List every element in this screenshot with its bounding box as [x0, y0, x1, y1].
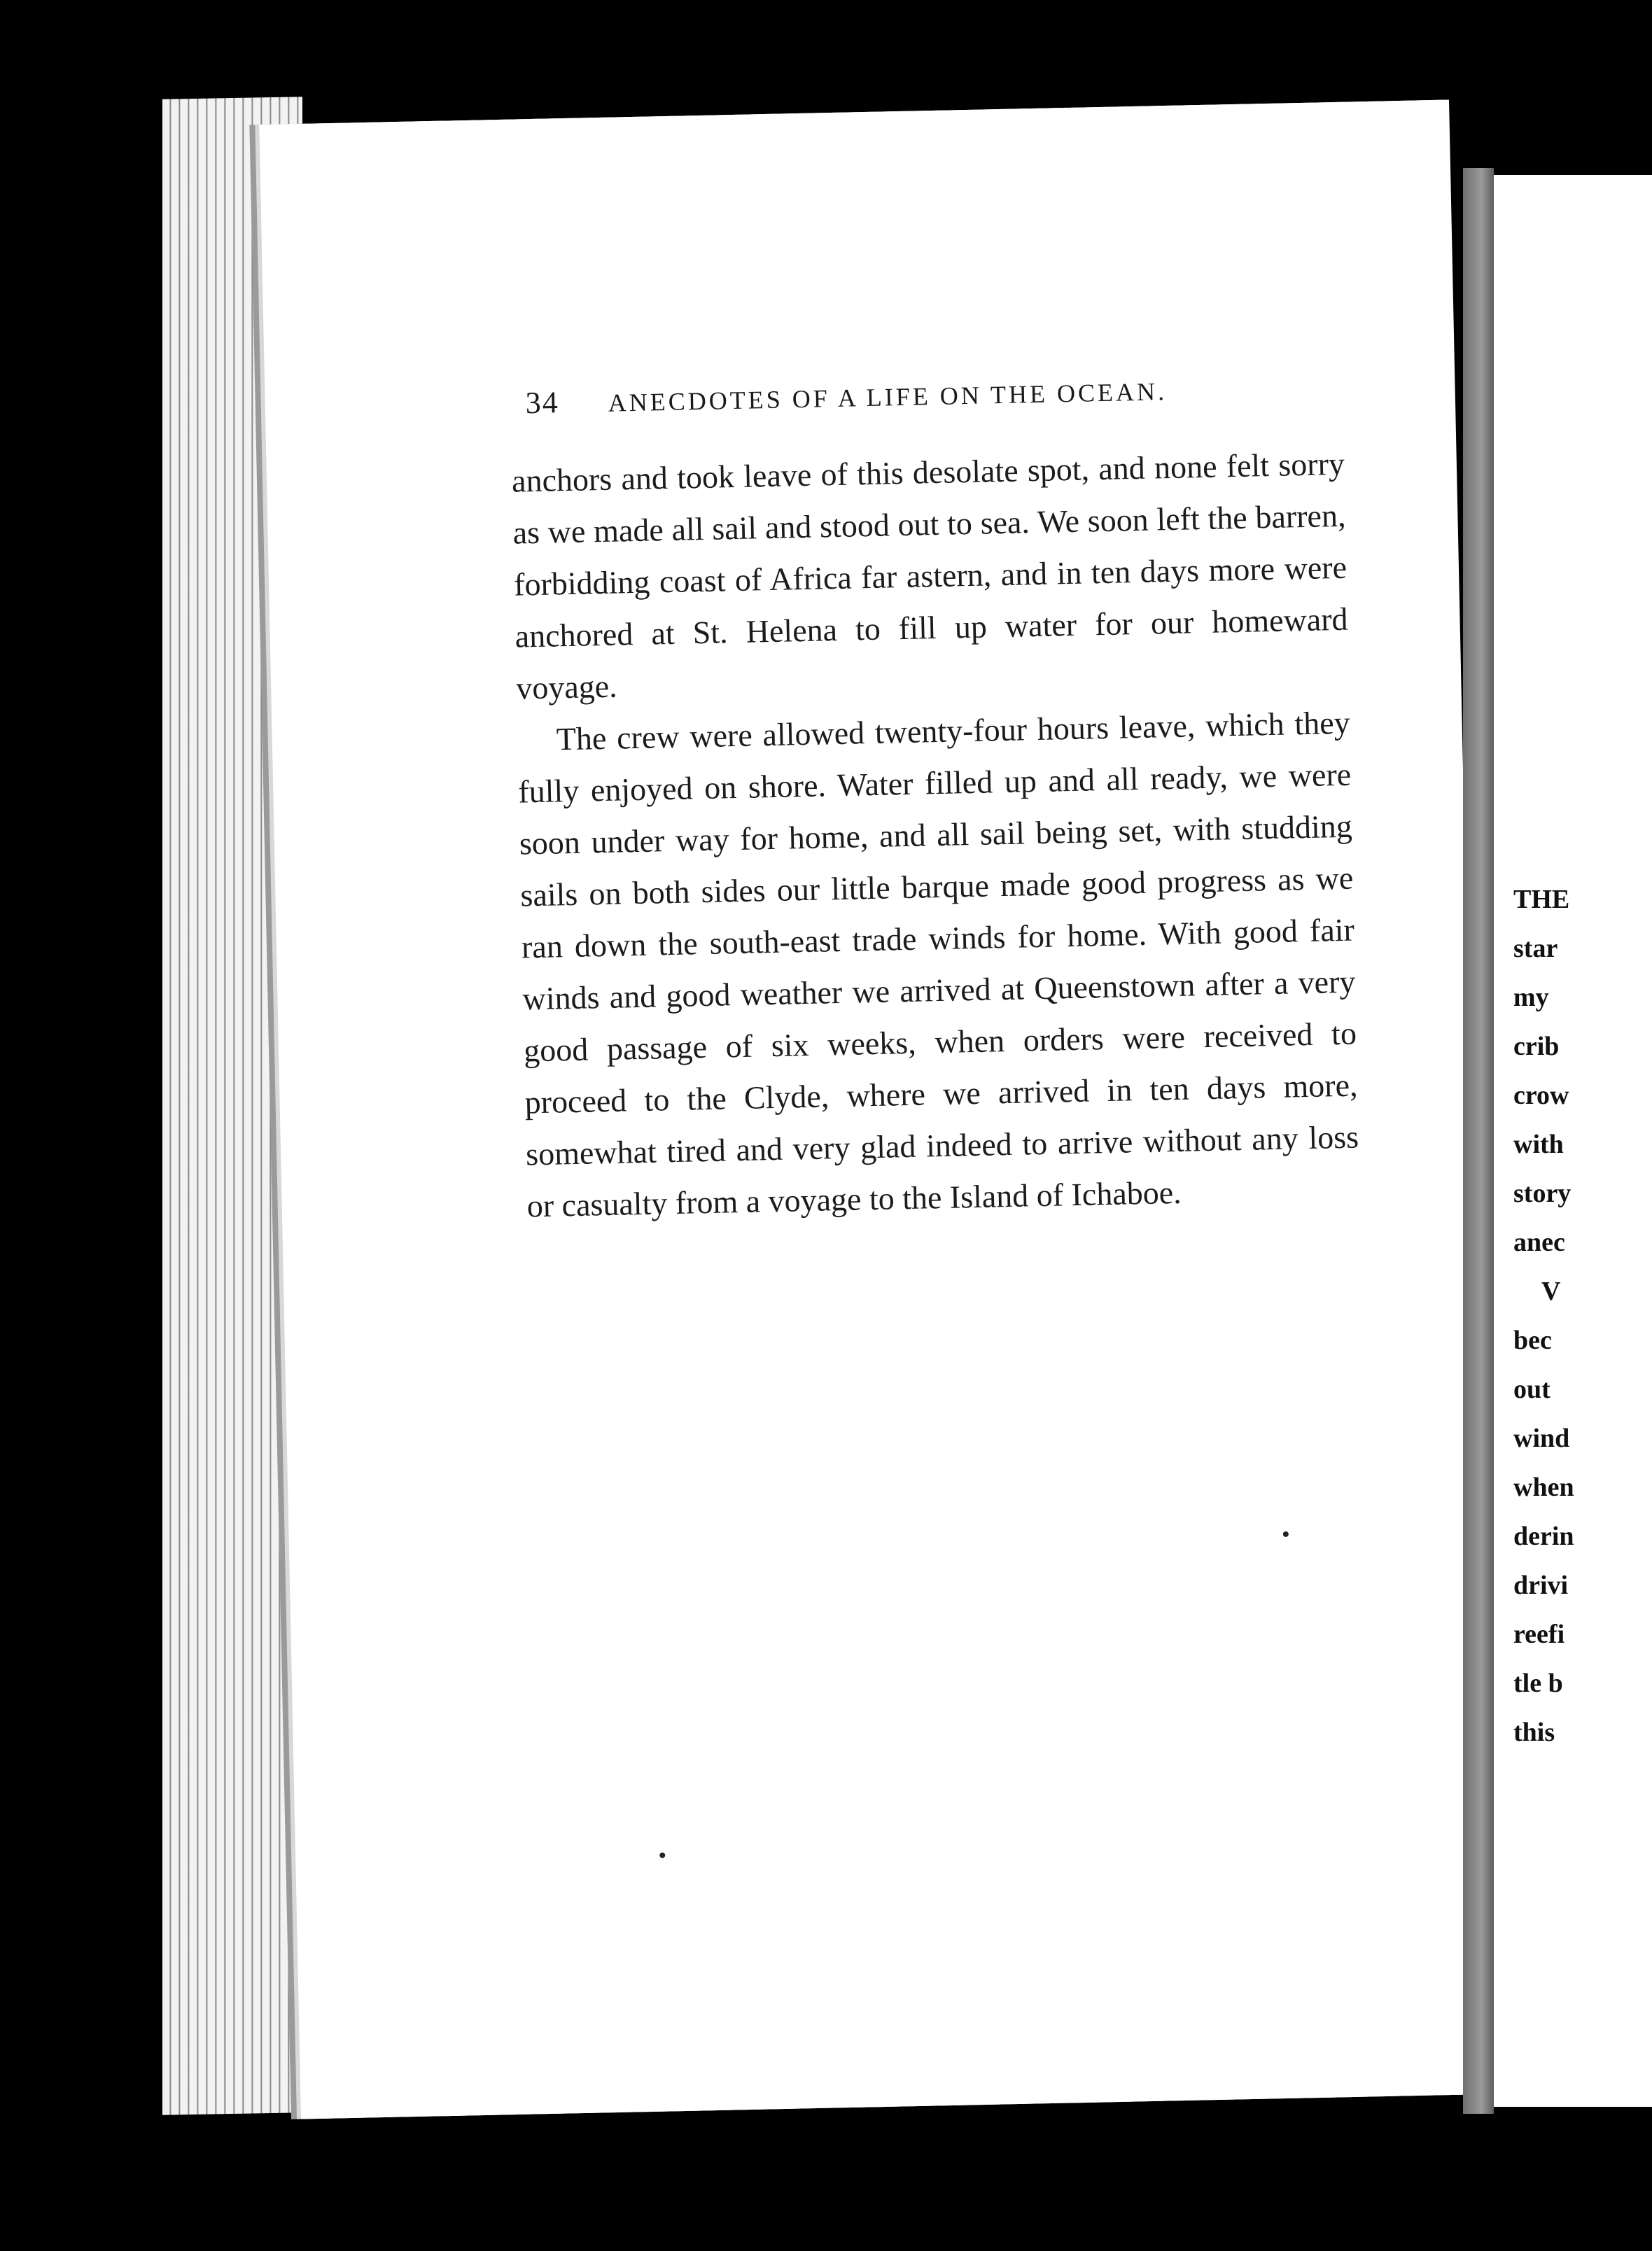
- book-gutter: [1463, 168, 1494, 2114]
- running-title: ANECDOTES OF A LIFE ON THE OCEAN.: [608, 377, 1168, 417]
- text-fragment: crib: [1513, 1032, 1560, 1061]
- ink-speck: [659, 1853, 665, 1858]
- body-text: [511, 438, 1360, 1233]
- text-fragment: wind: [1513, 1424, 1570, 1453]
- text-fragment: story: [1513, 1179, 1572, 1208]
- right-page-text: [1513, 875, 1574, 1757]
- running-header: [525, 367, 1366, 421]
- text-fragment: tle b: [1513, 1669, 1563, 1698]
- left-page: [259, 100, 1490, 2119]
- paragraph: anchors and took leave of this desolate spot, and none felt sorry as we made all sail and stood out to sea. We soon left the barren, forbidding coast of Africa far astern, and in ten days more were anchored at St. Helena to fill up water for our homeward voyage.: [511, 445, 1349, 706]
- right-page: [1494, 175, 1652, 2107]
- ink-speck: [1283, 1531, 1289, 1537]
- text-fragment: with: [1513, 1130, 1564, 1159]
- text-fragment: bec: [1513, 1326, 1552, 1355]
- paragraph: The crew were allowed twenty-four hours leave, which they fully enjoyed on shore. Water filled up and all ready, we were soon under way for home, and all sail being set, with studding sails on both sides our little barque made good progress as we ran down the south-east trade winds for home. With good fair winds and good weather we arrived at Queenstown after a very good passage of six weeks, when orders were received to proceed to the Clyde, where we arrived in ten days more, somewhat tired and very glad indeed to arrive without any loss or casualty from a voyage to the Island of Ichaboe.: [517, 704, 1359, 1224]
- text-fragment: V: [1541, 1277, 1561, 1306]
- text-fragment: drivi: [1513, 1571, 1569, 1600]
- text-fragment: crow: [1513, 1081, 1569, 1110]
- page-number: 34: [525, 385, 560, 421]
- text-fragment: anec: [1513, 1228, 1565, 1257]
- text-fragment: THE: [1513, 885, 1570, 914]
- text-fragment: star: [1513, 934, 1558, 963]
- text-fragment: out: [1513, 1375, 1550, 1404]
- text-fragment: this: [1513, 1718, 1555, 1747]
- text-fragment: when: [1513, 1473, 1574, 1502]
- text-fragment: my: [1513, 983, 1549, 1012]
- text-fragment: reefi: [1513, 1620, 1565, 1649]
- text-fragment: derin: [1513, 1522, 1574, 1551]
